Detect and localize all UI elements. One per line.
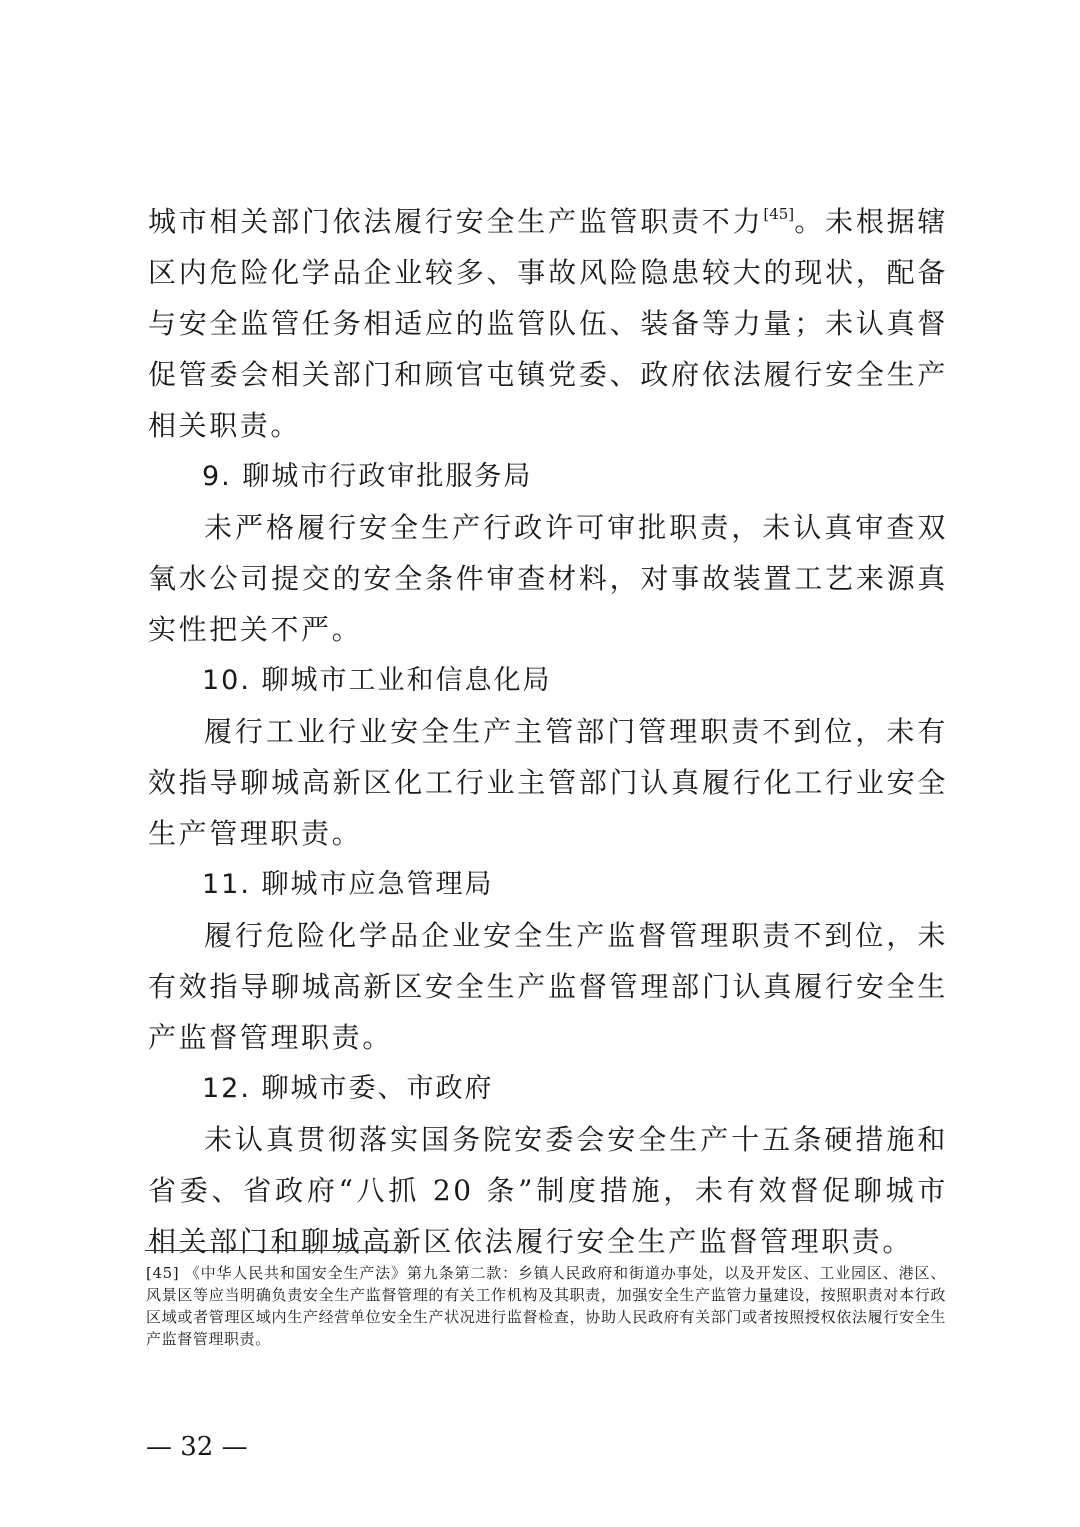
paragraph-continuation: [148, 196, 948, 451]
body-text: [148, 196, 948, 1267]
footnote-divider: [145, 1250, 407, 1251]
paragraph-10: 履行工业行业安全生产主管部门管理职责不到位，未有效指导聊城高新区化工行业主管部门认真履行化工行业安全生产管理职责。: [148, 715, 948, 850]
page-number: — 32 —: [146, 1432, 248, 1462]
paragraph-9: 未严格履行安全生产行政许可审批职责，未认真审查双氧水公司提交的安全条件审查材料，对事故装置工艺来源真实性把关不严。: [148, 511, 948, 646]
section-heading-9: 9. 聊城市行政审批服务局: [202, 461, 533, 492]
paragraph-12: 未认真贯彻落实国务院安委会安全生产十五条硬措施和省委、省政府“八抓 20 条”制度措施，未有效督促聊城市相关部门和聊城高新区依法履行安全生产监督管理职责。: [148, 1123, 948, 1258]
paragraph-text: 。未根据辖区内危险化学品企业较多、事故风险隐患较大的现状，配备与安全监管任务相适应的监管队伍、装备等力量；未认真督促管委会相关部门和顾官屯镇党委、政府依法履行安全生产相关职责。: [148, 205, 948, 442]
section-heading-10: 10. 聊城市工业和信息化局: [202, 665, 552, 696]
section-heading-12: 12. 聊城市委、市政府: [202, 1073, 494, 1104]
paragraph-11: 履行危险化学品企业安全生产监督管理职责不到位，未有效指导聊城高新区安全生产监督管理部门认真履行安全生产监督管理职责。: [148, 919, 948, 1054]
footnote: [45] 《中华人民共和国安全生产法》第九条第二款：乡镇人民政府和街道办事处，以及开发区、工业园区、港区、风景区等应当明确负责安全生产监督管理的有关工作机构及其职责，加强安全生产监管力量建设，按照职责对本行政区域或者管理区域内生产经营单位安全生产状况进行监督检查，协助人民政府有关部门或者按照授权依法履行安全生产监督管理职责。: [146, 1264, 946, 1348]
footnote-reference[interactable]: [45]: [763, 205, 795, 223]
paragraph-text: 城市相关部门依法履行安全生产监管职责不力: [148, 205, 764, 238]
section-heading-11: 11. 聊城市应急管理局: [202, 869, 494, 900]
